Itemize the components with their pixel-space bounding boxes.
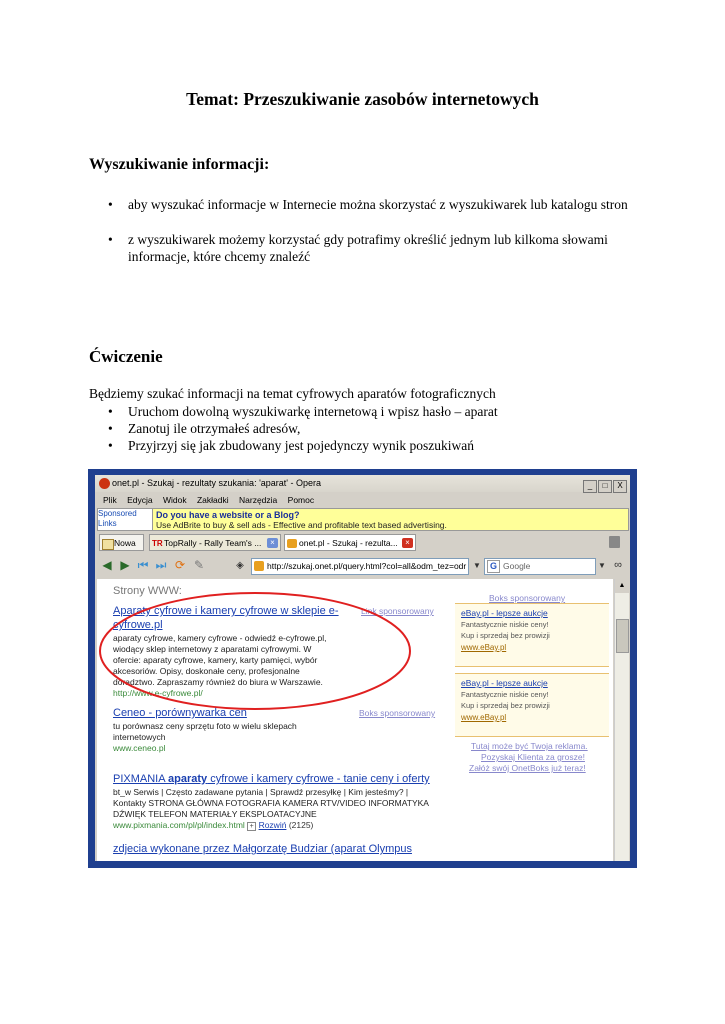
site-icon [254,561,264,571]
window-title: onet.pl - Szukaj - rezultaty szukania: 'aparat' - Opera [112,478,322,488]
browser-screenshot [88,469,637,868]
ad-headline[interactable]: Do you have a website or a Blog? [156,510,300,520]
result-description: doradztwo. Zapraszamy również do biura w Warszawie. [113,677,323,687]
result-url[interactable]: www.ceneo.pl [113,743,166,753]
rewind-icon[interactable]: ⏮ [137,558,149,572]
tab-bar [95,532,630,554]
ad-title[interactable]: eBay.pl - lepsze aukcje [461,608,548,618]
promo-link[interactable]: Tutaj może być Twoja reklama. [471,741,588,751]
reload-icon[interactable]: ⟳ [174,558,186,572]
ad-description: Fantastycznie niskie ceny! [461,690,549,699]
boks-label[interactable]: Boks sponsorowany [489,593,566,603]
tab-label: TopRally - Rally Team's ... [164,538,262,548]
result-description: akcesoriów. Opisy, doskonałe ceny, profesjonalne [113,666,300,676]
menu-item-edit[interactable]: Edycja [127,495,153,505]
onet-favicon-icon [287,539,297,548]
glasses-icon[interactable]: ∞ [614,559,622,571]
sponsored-link-label[interactable]: Link sponsorowany [361,606,434,616]
expand-link[interactable]: Rozwiń [258,820,287,830]
address-dropdown-icon[interactable]: ▼ [473,561,481,570]
bullet-item [108,196,648,230]
fast-forward-icon[interactable]: ⏭ [155,558,167,572]
title-part: PIXMANIA [113,773,169,785]
title-keyword: aparaty [168,773,208,785]
forward-icon[interactable]: ▶ [120,558,130,572]
sponsored-links-label: Sponsored Links [98,509,153,530]
ad-description: Kup i sprzedaj bez prowizji [461,631,550,640]
tab-new[interactable] [99,534,144,551]
promo-link[interactable]: Załóż swój OnetBoks już teraz! [469,763,586,773]
bullet-text: Przyjrzyj się jak zbudowany jest pojedynczy wynik poszukiwań [128,438,475,453]
bullet-text: aby wyszukać informacje w Internecie można skorzystać z wyszukiwarek lub katalogu stron [128,197,628,212]
result-description: DŹWIĘK TELEFON MATERIAŁY EKSPLOATACYJNE [113,809,317,819]
promo-link[interactable]: Pozyskaj Klienta za grosze! [481,752,585,762]
tab-label: Nowa [114,538,136,548]
search-field[interactable] [484,558,596,575]
menu-item-view[interactable]: Widok [162,495,187,505]
close-tab-icon[interactable]: × [267,538,278,548]
bullet-glyph: • [108,421,113,436]
result-description: internetowych [113,732,166,742]
bullet-item [108,231,648,265]
result-description: Kontakty STRONA GŁÓWNA FOTOGRAFIA KAMERA RTV/VIDEO INFORMATYKA [113,798,429,808]
menu-item-help[interactable]: Pomoc [287,495,315,505]
bullet-text: Uruchom dowolną wyszukiwarkę internetową i wpisz hasło – aparat [128,404,498,419]
bullet-glyph: • [108,438,113,453]
result-url[interactable]: www.pixmania.com/pl/pl/index.html [113,820,245,830]
result-description: tu porównasz ceny sprzętu foto w wielu sklepach [113,721,297,731]
address-field[interactable] [251,558,469,575]
tab-toprally[interactable] [149,534,281,551]
bullet-item [108,403,648,420]
results-heading: Strony WWW: [113,585,182,597]
bullet-text: z wyszukiwarek możemy korzystać gdy potrafimy określić jednym lub kilkoma słowami informacje, które chcemy znaleźć [128,232,608,264]
annotation-circle [97,579,613,861]
result-title-link[interactable]: Aparaty cyfrowe i kamery cyfrowe w sklepie e- [113,605,339,617]
edit-icon[interactable]: ✎ [193,558,205,572]
search-dropdown-icon[interactable]: ▼ [598,561,606,570]
scroll-up-icon[interactable]: ▲ [615,579,629,593]
ad-url[interactable]: www.eBay.pl [461,643,507,652]
google-icon: G [487,560,500,573]
page-content [97,579,613,861]
bullet-glyph: • [108,232,113,247]
bullet-item [108,437,648,454]
ad-url[interactable]: www.eBay.pl [461,713,507,722]
bullet-glyph: • [108,197,113,212]
address-text: http://szukaj.onet.pl/query.html?col=all&odm_tez=odr [267,561,467,571]
maximize-button[interactable]: □ [598,480,612,493]
result-description: bt_w Serwis | Często zadawane pytania | Sprawdź przesyłkę | Kim jesteśmy? | [113,787,409,797]
bullet-text: Zanotuj ile otrzymałeś adresów, [128,421,301,436]
browser-window [95,475,630,861]
ad-description: Kup i sprzedaj bez prowizji [461,701,550,710]
vertical-scrollbar[interactable] [614,579,629,861]
page-icon [102,539,114,550]
bullet-item [108,420,648,437]
title-part: cyfrowe i kamery cyfrowe - tanie ceny i oferty [207,773,430,785]
navigation-bar [95,556,630,576]
menu-item-file[interactable]: Plik [103,495,117,505]
back-icon[interactable]: ◀ [102,558,112,572]
minimize-button[interactable]: _ [583,480,597,493]
section-heading-exercise: Ćwiczenie [89,347,163,366]
result-count: (2125) [288,820,314,830]
trash-icon[interactable] [609,536,620,548]
boks-label[interactable]: Boks sponsorowany [359,708,436,718]
page-info-icon[interactable]: ◈ [236,560,244,571]
document-title: Temat: Przeszukiwanie zasobów internetowych [186,89,539,109]
result-title-link[interactable]: zdjecia wykonane przez Małgorzatę Budziar (aparat Olympus [113,843,412,855]
exercise-intro: Będziemy szukać informacji na temat cyfrowych aparatów fotograficznych [89,386,496,401]
result-description: wiodący sklep internetowy z aparatami cyfrowymi. W [113,644,312,654]
menu-item-bookmarks[interactable]: Zakładki [196,495,229,505]
red-highlight-ellipse [100,593,410,709]
menu-bar [95,493,630,507]
tab-onet[interactable] [284,534,416,551]
result-description: aparaty cyfrowe, kamery cyfrowe - odwiedź e-cyfrowe.pl, [113,633,327,643]
close-tab-icon[interactable]: × [402,538,413,548]
scroll-thumb[interactable] [616,619,629,653]
tr-logo-icon: TR [152,539,163,548]
expand-icon[interactable]: + [247,822,256,831]
menu-item-tools[interactable]: Narzędzia [239,495,278,505]
bullet-glyph: • [108,404,113,419]
result-description: ofercie: aparaty cyfrowe, kamery, karty pamięci, wybór [113,655,318,665]
close-button[interactable]: X [613,480,627,493]
opera-logo-icon [99,478,110,489]
result-title-link[interactable]: cyfrowe.pl [113,619,163,631]
result-url[interactable]: http://www.e-cyfrowe.pl/ [113,688,203,698]
ad-description: Fantastycznie niskie ceny! [461,620,549,629]
search-engine-label: Google [503,561,531,571]
result-title-link[interactable]: Ceneo - porównywarka cen [113,707,247,719]
ad-title[interactable]: eBay.pl - lepsze aukcje [461,678,548,688]
title-bar [95,475,630,492]
ad-text[interactable]: Use AdBrite to buy & sell ads - Effective and profitable text based advertising. [156,520,447,530]
ad-bar[interactable] [97,508,629,531]
section-heading-search: Wyszukiwanie informacji: [89,156,270,173]
tab-label: onet.pl - Szukaj - rezulta... [299,538,398,548]
